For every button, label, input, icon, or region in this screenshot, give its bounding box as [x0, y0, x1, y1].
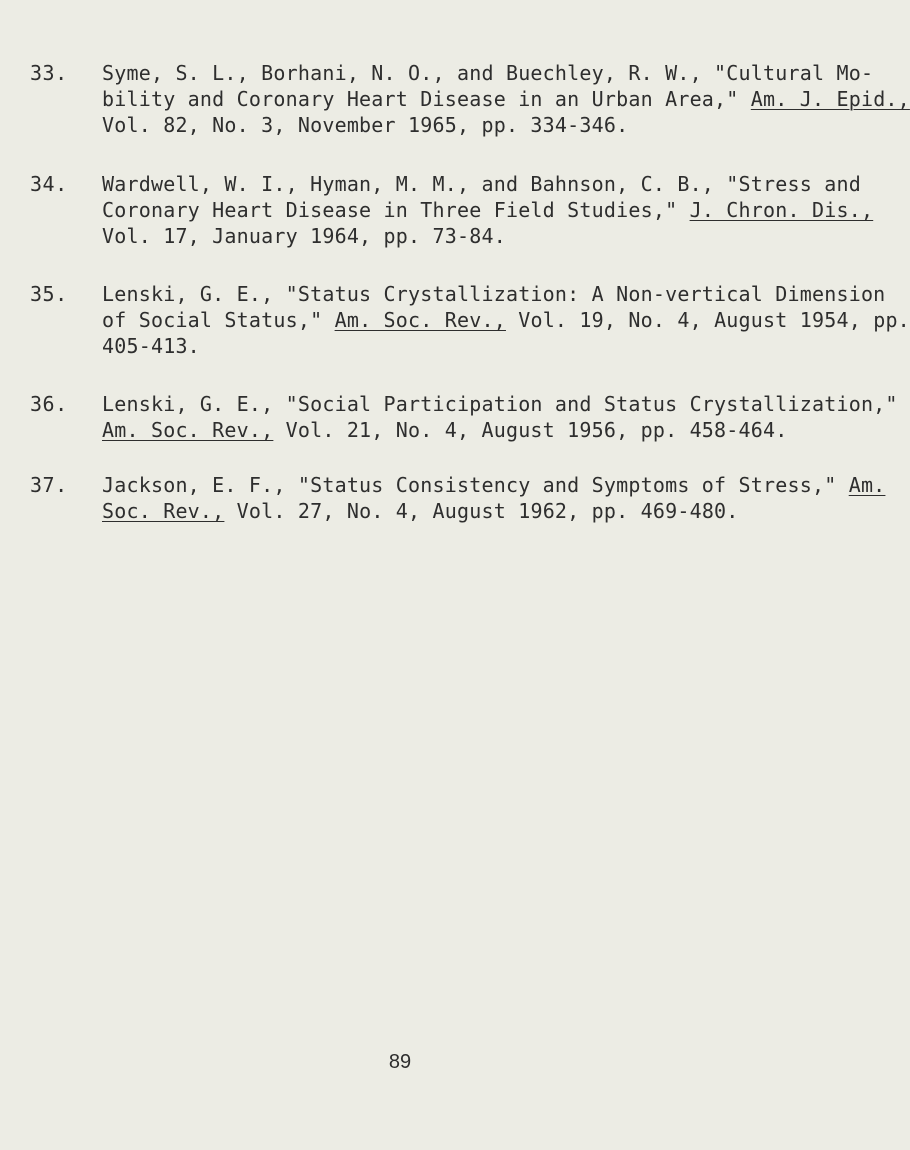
reference-number: 34.	[30, 172, 68, 196]
journal-name: Am. Soc. Rev.,	[102, 418, 274, 442]
reference-text	[102, 60, 910, 138]
reference-number: 37.	[30, 473, 68, 497]
reference-line: Soc. Rev., Vol. 27, No. 4, August 1962, pp. 469-480.	[102, 499, 739, 523]
reference-number: 35.	[30, 282, 68, 306]
page-number: 89	[388, 1051, 412, 1073]
reference-line: Coronary Heart Disease in Three Field Studies," J. Chron. Dis.,	[102, 198, 874, 222]
reference-line: Am. Soc. Rev., Vol. 21, No. 4, August 1956, pp. 458-464.	[102, 418, 788, 442]
reference-line: Lenski, G. E., "Social Participation and Status Crystallization,"	[102, 392, 898, 416]
reference-text	[102, 281, 910, 359]
reference-text	[102, 171, 874, 249]
reference-line: bility and Coronary Heart Disease in an Urban Area," Am. J. Epid.,	[102, 87, 910, 111]
reference-line: Vol. 82, No. 3, November 1965, pp. 334-346.	[102, 113, 629, 137]
reference-line: of Social Status," Am. Soc. Rev., Vol. 19, No. 4, August 1954, pp.	[102, 308, 910, 332]
journal-name: Am. J. Epid.,	[750, 87, 910, 111]
reference-line: Syme, S. L., Borhani, N. O., and Buechley, R. W., "Cultural Mo-	[102, 61, 874, 85]
reference-number: 33.	[30, 61, 68, 85]
reference-line: Wardwell, W. I., Hyman, M. M., and Bahnson, C. B., "Stress and	[102, 172, 861, 196]
reference-line: Lenski, G. E., "Status Crystallization: A Non-vertical Dimension	[102, 282, 886, 306]
journal-name: Am.	[848, 473, 886, 497]
reference-line: 405-413.	[102, 334, 200, 358]
reference-text	[102, 472, 886, 524]
reference-text	[102, 391, 898, 443]
journal-name: Am. Soc. Rev.,	[334, 308, 506, 332]
journal-name: J. Chron. Dis.,	[689, 198, 874, 222]
journal-name: Soc. Rev.,	[102, 499, 225, 523]
reference-line: Jackson, E. F., "Status Consistency and Symptoms of Stress," Am.	[102, 473, 886, 497]
reference-number: 36.	[30, 392, 68, 416]
reference-line: Vol. 17, January 1964, pp. 73-84.	[102, 224, 506, 248]
